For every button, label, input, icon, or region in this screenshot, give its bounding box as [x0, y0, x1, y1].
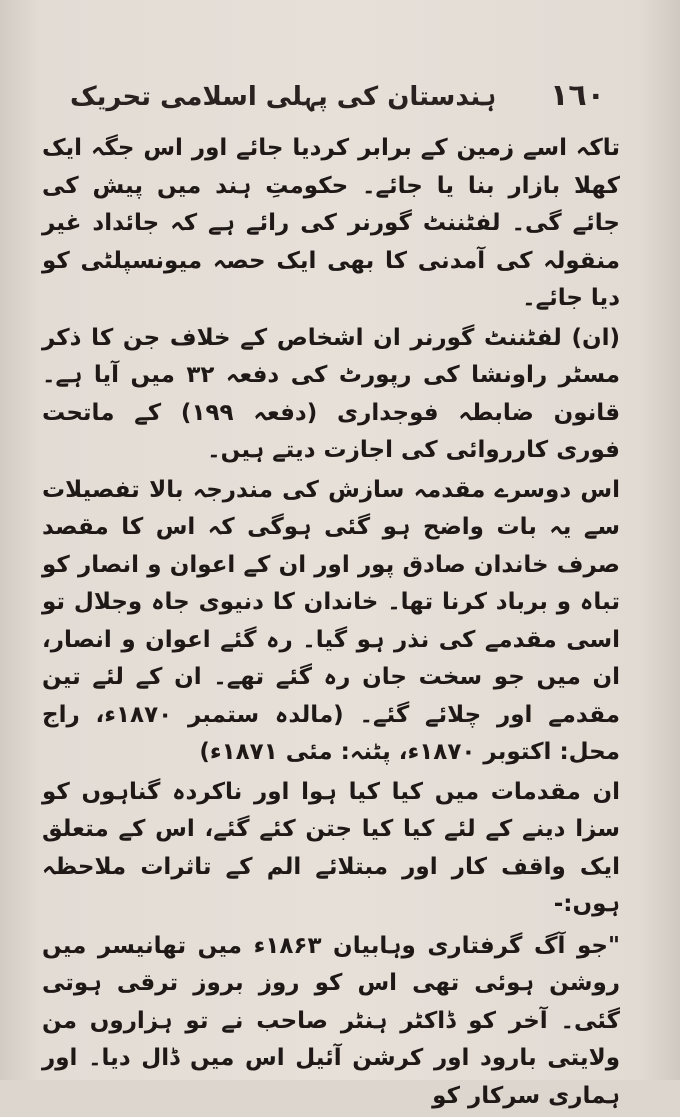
paragraph-4: ان مقدمات میں کیا کیا ہوا اور ناکردہ گناہوں کو سزا دینے کے لئے کیا کیا جتن کئے گئے، اس کے متعلق ایک واقف کار اور مبتلائے الم کے تاثرات ملاحظہ ہوں:- [42, 778, 620, 917]
page-number: ١٦٠ [550, 78, 605, 113]
quoted-paragraph: "جو آگ گرفتاری وہابیان ۱۸۶۳ء میں تھانیسر میں روشن ہوئی تھی اس کو روز بروز ترقی ہوتی گئی۔ آخر کو ڈاکٹر ہنٹر صاحب نے تو ہزاروں من ولایتی بارود اور کرشن آئیل اس میں ڈال دیا۔ اور ہماری سرکار کو [42, 932, 620, 1109]
page-header [70, 78, 605, 128]
paragraph-2: (ان) لفٹننٹ گورنر ان اشخاص کے خلاف جن کا ذکر مسٹر راونشا کی رپورٹ کی دفعہ ۳۲ میں آیا ہے۔ قانون ضابطہ فوجداری (دفعہ ۱۹۹) کے ماتحت فوری کارروائی کی اجازت دیتے ہیں۔ [42, 324, 621, 463]
paragraph-3: اس دوسرے مقدمہ سازش کی مندرجہ بالا تفصیلات سے یہ بات واضح ہو گئی ہوگی کہ اس کا مقصد صرف خاندان صادق پور اور ان کے اعوان و انصار کو تباہ و برباد کرنا تھا۔ خاندان کا دنیوی جاہ وجلال تو اسی مقدمے کی نذر ہو گیا۔ رہ گئے اعوان و انصار، ان میں جو سخت جان رہ گئے تھے۔ ان کے لئے تین مقدمے اور چلائے گئے۔ (مالدہ ستمبر ۱۸۷۰ء، راج محل: اکتوبر ۱۸۷۰ء، پٹنہ: مئی ۱۸۷۱ء) [42, 476, 620, 765]
paragraph-1: تاکہ اسے زمین کے برابر کردیا جائے اور اس جگہ ایک کھلا بازار بنا یا جائے۔ حکومتِ ہند میں پیش کی جائے گی۔ لفٹننٹ گورنر کی رائے ہے کہ جائداد غیر منقولہ کی آمدنی کا بھی ایک حصہ میونسپلٹی کو دیا جائے۔ [42, 135, 620, 311]
running-title: ہندستان کی پہلی اسلامی تحریک [70, 82, 497, 112]
body-text [42, 130, 620, 1117]
